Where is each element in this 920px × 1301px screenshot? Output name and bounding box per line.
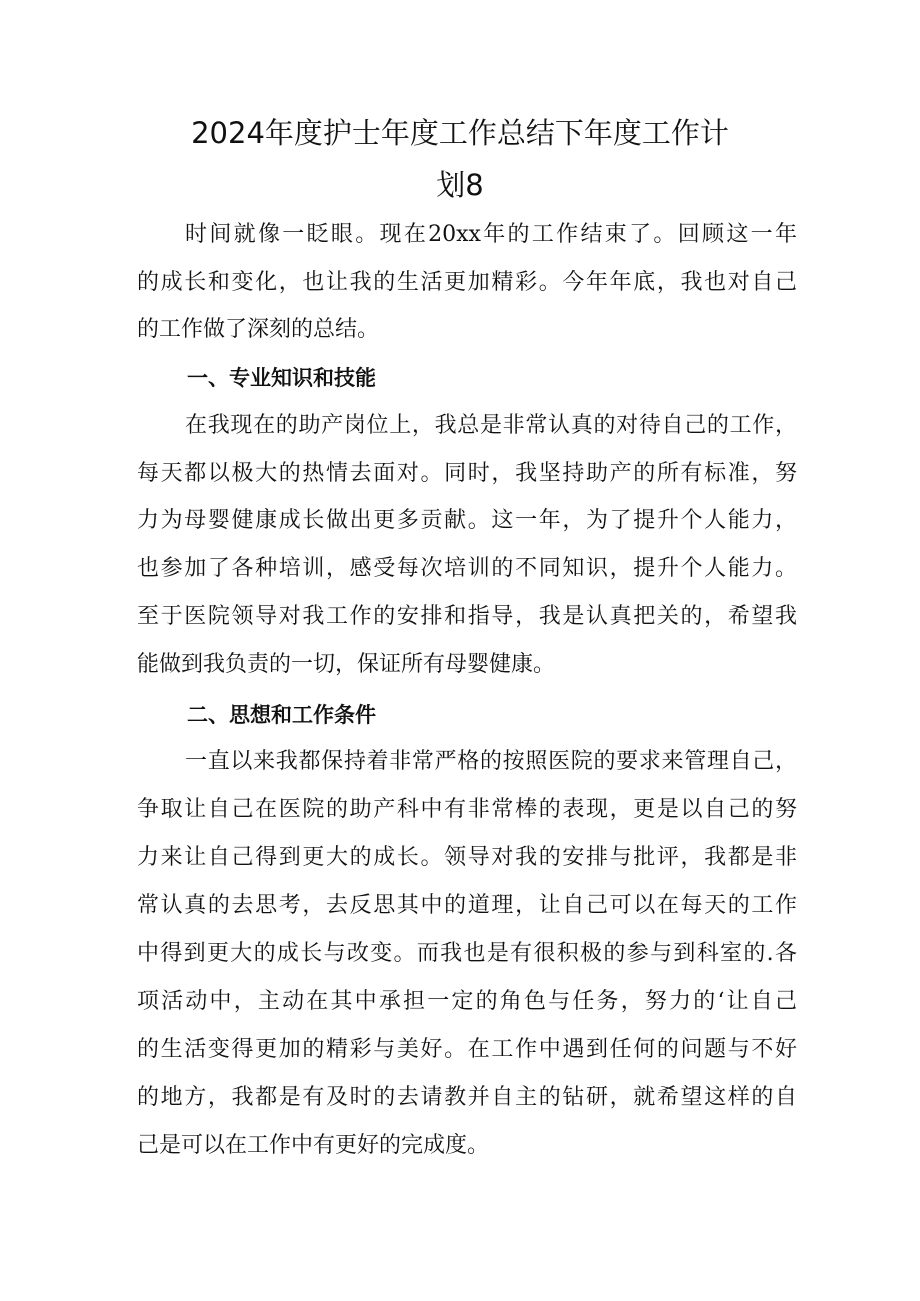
section-1-line-6: 能做到我负责的一切，保证所有母婴健康。 bbox=[137, 652, 556, 677]
intro-line-2: 的成长和变化，也让我的生活更加精彩。今年年底，我也对自己 bbox=[137, 270, 797, 295]
section-1-heading: 一、专业知识和技能 bbox=[187, 366, 376, 390]
section-1-line-2: 每天都以极大的热情去面对。同时，我坚持助产的所有标准，努 bbox=[137, 461, 797, 486]
section-2-line-4: 常认真的去思考，去反思其中的道理，让自己可以在每天的工作 bbox=[137, 893, 797, 918]
section-2-line-9: 己是可以在工作中有更好的完成度。 bbox=[137, 1133, 490, 1158]
section-2-line-1: 一直以来我都保持着非常严格的按照医院的要求来管理自己， bbox=[185, 749, 797, 774]
section-1-line-1: 在我现在的助产岗位上，我总是非常认真的对待自己的工作， bbox=[185, 413, 797, 438]
document-title-line-2: 划8 bbox=[436, 168, 484, 202]
section-1-line-4: 也参加了各种培训，感受每次培训的不同知识，提升个人能力。 bbox=[137, 556, 797, 581]
document-title-line-1: 2024年度护士年度工作总结下年度工作计 bbox=[191, 116, 729, 150]
section-2-line-8: 的地方，我都是有及时的去请教并自主的钻研，就希望这样的自 bbox=[137, 1085, 797, 1110]
intro-line-3: 的工作做了深刻的总结。 bbox=[137, 317, 380, 342]
section-1-line-3: 力为母婴健康成长做出更多贡献。这一年，为了提升个人能力， bbox=[137, 508, 797, 533]
intro-line-1: 时间就像一眨眼。现在20xx年的工作结束了。回顾这一年 bbox=[185, 222, 797, 247]
section-2-line-3: 力来让自己得到更大的成长。领导对我的安排与批评，我都是非 bbox=[137, 845, 797, 870]
section-2-heading: 二、思想和工作条件 bbox=[187, 703, 376, 727]
section-1-line-5: 至于医院领导对我工作的安排和指导，我是认真把关的，希望我 bbox=[137, 604, 797, 629]
section-2-line-2: 争取让自己在医院的助产科中有非常棒的表现，更是以自己的努 bbox=[137, 797, 797, 822]
section-2-line-5: 中得到更大的成长与改变。而我也是有很积极的参与到科室的.各 bbox=[137, 941, 797, 966]
section-2-line-7: 的生活变得更加的精彩与美好。在工作中遇到任何的问题与不好 bbox=[137, 1037, 797, 1062]
section-2-line-6: 项活动中，主动在其中承担一定的角色与任务，努力的‘让自己 bbox=[137, 989, 797, 1014]
